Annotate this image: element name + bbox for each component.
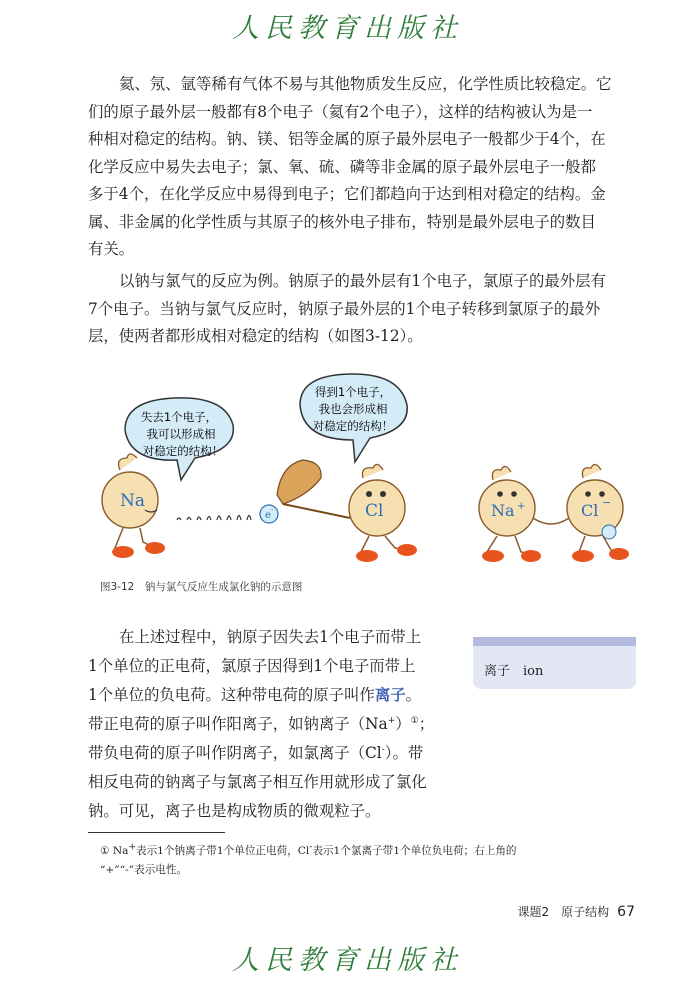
paragraph-stable-structure [88, 71, 638, 264]
p3-line [88, 710, 450, 739]
p3-line: 相反电荷的钠离子与氯离子相互作用就形成了氯化 [88, 773, 427, 791]
catching-net [277, 460, 350, 518]
p3-text: 带正电荷的原子叫作阳离子，如钠离子（Na [88, 715, 388, 733]
p3-line: 1个单位的正电荷，氯原子因得到1个电子而带上 [88, 657, 416, 675]
p1-line: 化学反应中易失去电子；氯、氧、硫、磷等非金属的原子最外层电子一般都 [88, 157, 596, 176]
footnote [100, 842, 645, 880]
figure-caption: 图3-12 钠与氯气反应生成氯化钠的示意图 [100, 581, 303, 593]
p3-line [88, 739, 450, 768]
p1-line: 多于4个，在化学反应中易得到电子；它们都趋向于达到相对稳定的结构。金 [88, 185, 606, 203]
na-ion-label: Na [491, 501, 515, 520]
p1-line: 种相对稳定的结构。钠、镁、铝等金属的原子最外层电子一般都少于4个，在 [88, 130, 606, 148]
footnote-line: “+”“-”表示电性。 [100, 864, 188, 876]
p2-line: 7个电子。当钠与氯气反应时，钠原子最外层的1个电子转移到氯原子的最外 [88, 299, 601, 318]
page-number: 67 [617, 904, 635, 920]
na-charge-sup: + [387, 715, 396, 726]
holding-hands [533, 518, 569, 524]
footnote-line [100, 842, 645, 861]
bubble-na-line: 我可以形成相 [146, 427, 216, 441]
p2-line: 以钠与氯气的反应为例。钠原子的最外层有1个电子，氯原子的最外层有 [119, 272, 606, 290]
na-ion-charge: + [517, 501, 526, 512]
bubble-na-line: 对稳定的结构！ [142, 444, 224, 458]
p3-text: ； [418, 715, 435, 733]
bubble-na-line: 失去1个电子， [140, 410, 218, 424]
p3-text: 1个单位的负电荷。这种带电荷的原子叫作 [88, 686, 375, 704]
sodium-ion-character [479, 466, 541, 562]
bubble-cl-line: 我也会形成相 [318, 402, 388, 416]
cl-label: Cl [365, 501, 384, 521]
p3-line: 在上述过程中，钠原子因失去1个电子而带上 [119, 628, 422, 646]
page-footer [518, 903, 635, 920]
p1-line: 们的原子最外层一般都有8个电子（氦有2个电子），这样的结构被认为是一 [88, 102, 593, 121]
cl-ion-label: Cl [581, 501, 599, 520]
p3-text: 带负电荷的原子叫作阴离子，如氯离子（Cl [88, 744, 382, 762]
footnote-divider [88, 832, 225, 833]
p1-line: 属、非金属的化学性质与其原子的核外电子排布，特别是最外层电子的数目 [88, 212, 596, 231]
p3-line [88, 681, 450, 710]
p3-text: ）。带 [384, 744, 424, 762]
motion-trail [177, 516, 251, 521]
cl-charge-sup: - [381, 744, 385, 755]
footnote-marker[interactable]: ① [410, 715, 419, 726]
speech-bubble-cl [300, 374, 407, 462]
fn-sup: - [309, 842, 313, 853]
p3-text: 。 [405, 686, 422, 704]
figure-3-12-illustration [85, 370, 645, 570]
margin-glossary-box [473, 637, 636, 689]
na-label: Na [120, 491, 146, 511]
fn-text: 表示1个氯离子带1个单位负电荷；右上角的 [312, 845, 517, 857]
chloride-ion-character [567, 464, 629, 562]
cl-ion-charge: − [602, 496, 612, 509]
publisher-logo-top: 人民教育出版社 [232, 13, 463, 44]
bubble-cl-line: 对稳定的结构！ [312, 419, 394, 433]
p1-line: 氦、氖、氩等稀有气体不易与其他物质发生反应，化学性质比较稳定。它 [119, 75, 612, 93]
sodium-atom-character [102, 454, 165, 558]
ion-term-highlight: 离子 [374, 686, 406, 704]
chlorine-atom-character [349, 464, 417, 562]
glossary-term-ion: 离子 ion [484, 664, 544, 679]
p3-text: ） [395, 715, 411, 733]
fn-sup: + [128, 842, 136, 853]
bubble-cl-line: 得到1个电子， [314, 385, 392, 399]
fn-text: 表示1个钠离子带1个单位正电荷，Cl [136, 845, 310, 857]
fn-text: ① Na [100, 845, 129, 857]
paragraph-ions [88, 623, 450, 826]
electron [260, 505, 278, 523]
p3-line: 钠。可见，离子也是构成物质的微观粒子。 [88, 802, 381, 820]
electron-charge: - [271, 506, 274, 514]
p2-line: 层，使两者都形成相对稳定的结构（如图3-12）。 [88, 327, 423, 345]
paragraph-sodium-chlorine [88, 268, 638, 351]
speech-bubble-na [125, 398, 233, 480]
electron-label: e [265, 510, 271, 521]
p1-line: 有关。 [88, 240, 135, 258]
publisher-logo-bottom: 人民教育出版社 [232, 945, 463, 976]
section-title: 课题2 原子结构 [517, 905, 610, 919]
